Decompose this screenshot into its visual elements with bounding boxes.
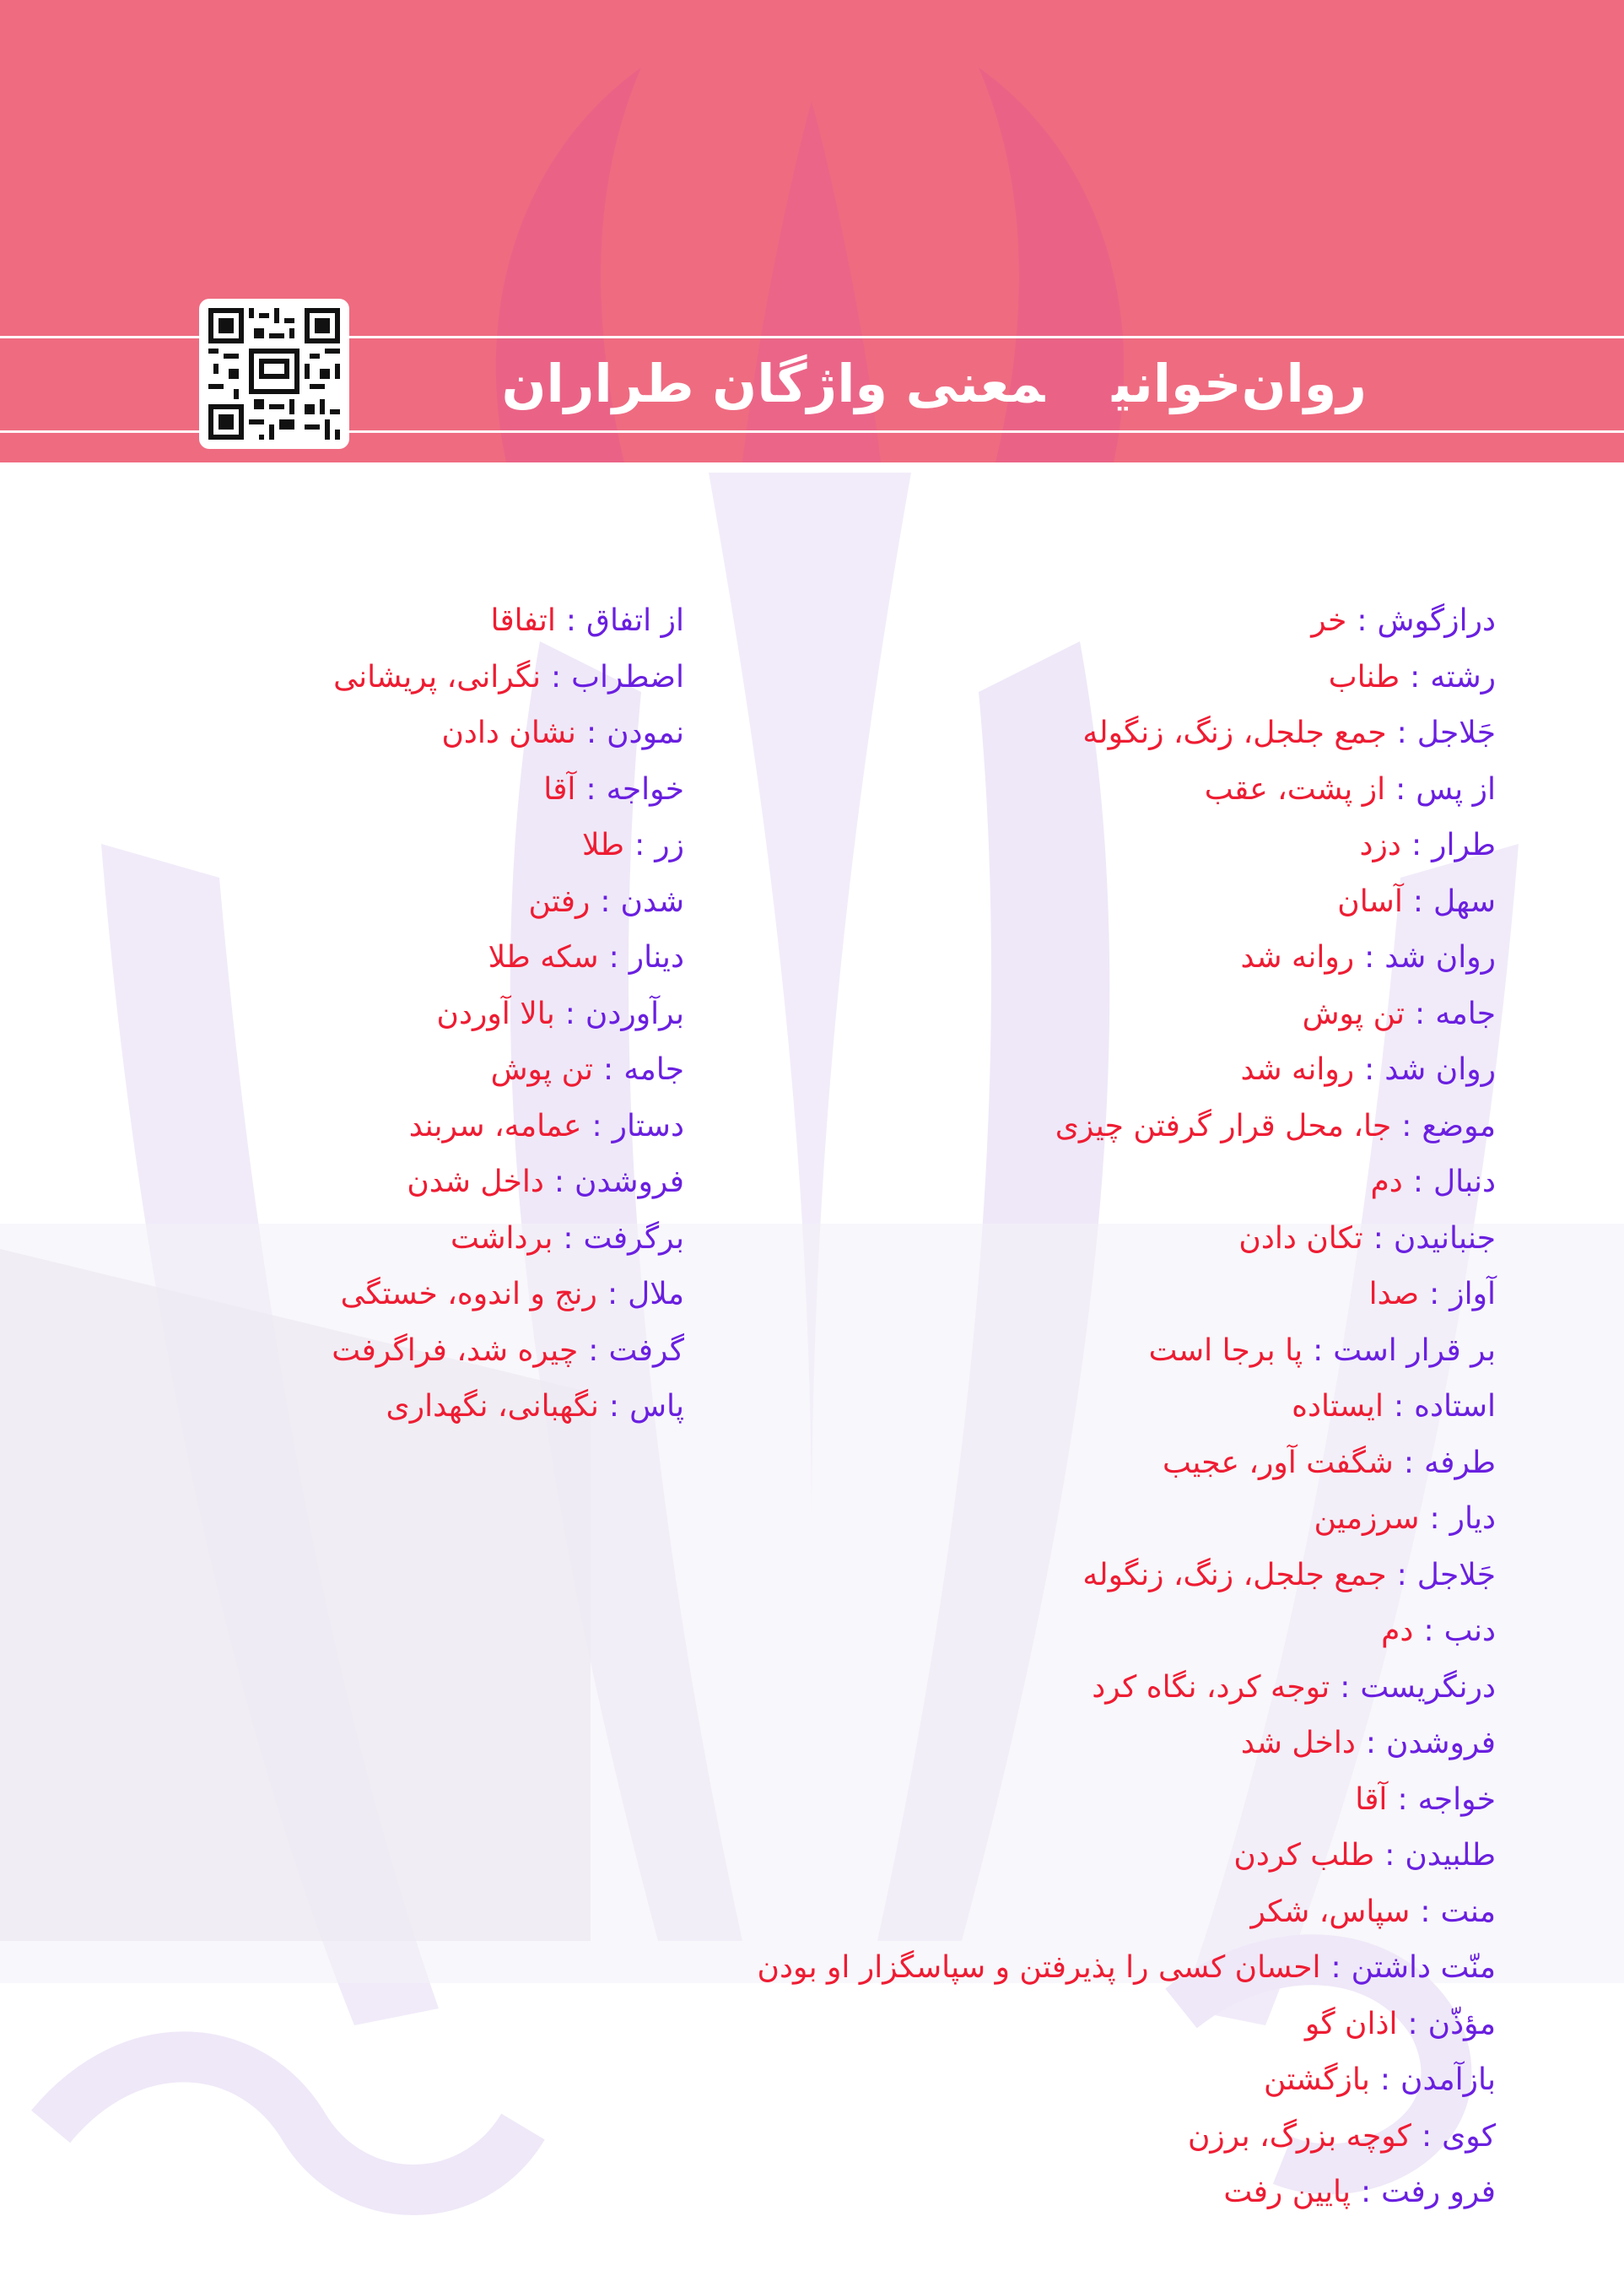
- vocabulary-entry: [26, 1323, 684, 1380]
- entry-separator: :: [608, 940, 619, 975]
- entry-separator: :: [1364, 1052, 1375, 1087]
- vocabulary-entry: [26, 874, 684, 931]
- vocabulary-entry: [736, 2052, 1496, 2109]
- qr-code-pattern: [208, 308, 340, 440]
- entry-term: جامه: [1435, 996, 1496, 1031]
- vocabulary-entry: [26, 762, 684, 819]
- vocabulary-entry: [736, 874, 1496, 931]
- entry-separator: :: [1397, 1781, 1408, 1817]
- vocabulary-entry: [736, 1548, 1496, 1604]
- entry-term: از پس: [1416, 771, 1496, 807]
- entry-definition: بالا آوردن: [436, 996, 555, 1031]
- vocabulary-entry: [26, 1267, 684, 1323]
- vocabulary-entry: [736, 1154, 1496, 1211]
- entry-term: دیار: [1449, 1501, 1496, 1536]
- entry-definition: سرزمین: [1314, 1501, 1420, 1536]
- entry-term: آواز: [1449, 1277, 1496, 1311]
- entry-definition: روانه شد: [1240, 940, 1355, 975]
- entry-separator: :: [1412, 884, 1423, 919]
- entry-separator: :: [608, 1389, 620, 1424]
- entry-separator: :: [1420, 1894, 1431, 1929]
- entry-separator: :: [603, 1052, 614, 1087]
- entry-term: کوی: [1442, 2118, 1496, 2154]
- entry-definition: دم: [1370, 1165, 1403, 1199]
- entry-separator: :: [1365, 1726, 1377, 1760]
- entry-term: درازگوش: [1377, 603, 1496, 638]
- entry-separator: :: [1384, 1838, 1395, 1873]
- vocabulary-entry: [736, 818, 1496, 874]
- entry-definition: آقا: [1355, 1781, 1388, 1817]
- entry-term: گرفت: [608, 1332, 684, 1368]
- vocabulary-entry: [736, 1660, 1496, 1716]
- entry-separator: :: [607, 1277, 618, 1311]
- entry-term: سهل: [1432, 884, 1496, 919]
- entry-separator: :: [1415, 996, 1426, 1031]
- entry-definition: جمع جلجل، زنگ، زنگوله: [1082, 716, 1387, 750]
- entry-separator: :: [563, 1220, 574, 1256]
- entry-definition: بازگشتن: [1263, 2062, 1370, 2097]
- vocabulary-entry: [736, 650, 1496, 706]
- entry-separator: :: [1410, 659, 1421, 695]
- entry-definition: اتفاقا: [490, 603, 556, 638]
- vocabulary-entry: [26, 650, 684, 706]
- vocabulary-entry: [736, 1940, 1496, 1997]
- entry-definition: سکه طلا: [488, 940, 599, 975]
- entry-term: دنبال: [1432, 1165, 1496, 1199]
- vocabulary-entry: [26, 705, 684, 762]
- entry-separator: :: [565, 603, 577, 638]
- entry-term: اضطراب: [571, 659, 684, 695]
- entry-term: رشته: [1430, 659, 1496, 695]
- vocabulary-entry: [736, 987, 1496, 1043]
- entry-definition: تن پوش: [1302, 996, 1405, 1031]
- entry-definition: توجه کرد، نگاه کرد: [1092, 1669, 1330, 1705]
- vocabulary-entry: [736, 762, 1496, 819]
- entry-term: پاس: [629, 1389, 684, 1424]
- page-header: [0, 0, 1624, 462]
- entry-separator: :: [1403, 1445, 1414, 1480]
- entry-separator: :: [1330, 1950, 1341, 1985]
- entry-definition: جا، محل قرار گرفتن چیزی: [1055, 1108, 1392, 1143]
- entry-term: طلبیدن: [1405, 1838, 1496, 1873]
- entry-separator: :: [1396, 716, 1407, 750]
- vocabulary-entry: [26, 1154, 684, 1211]
- vocabulary-entry: [736, 1042, 1496, 1099]
- entry-separator: :: [1313, 1332, 1324, 1368]
- vocabulary-entry: [736, 2109, 1496, 2165]
- entry-definition: احسان کسی را پذیرفتن و سپاسگزار او بودن: [757, 1950, 1321, 1985]
- entry-term: جامه: [623, 1052, 684, 1087]
- entry-term: خواجه: [1417, 1781, 1496, 1817]
- entry-separator: :: [1421, 2118, 1432, 2154]
- entry-definition: پایین رفت: [1223, 2175, 1352, 2209]
- vocabulary-entry: [736, 1772, 1496, 1829]
- entry-separator: :: [1429, 1501, 1440, 1536]
- entry-term: بازآمدن: [1400, 2062, 1496, 2097]
- vocabulary-entry: [26, 1099, 684, 1155]
- entry-definition: دزد: [1359, 828, 1401, 862]
- vocabulary-entry: [26, 987, 684, 1043]
- entry-term: برآوردن: [585, 996, 684, 1031]
- entry-term: درنگریست: [1360, 1669, 1496, 1705]
- entry-term: موضع: [1422, 1108, 1496, 1143]
- entry-term: روان شد: [1384, 940, 1496, 975]
- vocabulary-column-left: [26, 593, 684, 1435]
- entry-separator: :: [591, 1108, 602, 1143]
- entry-separator: :: [1361, 2175, 1372, 2209]
- entry-separator: :: [588, 1332, 599, 1368]
- entry-definition: آسان: [1337, 884, 1403, 919]
- entry-definition: از پشت، عقب: [1204, 771, 1386, 807]
- vocabulary-entry: [736, 930, 1496, 987]
- entry-separator: :: [1412, 1165, 1423, 1199]
- entry-term: دستار: [612, 1108, 684, 1143]
- vocabulary-entry: [736, 593, 1496, 650]
- vocabulary-entry: [736, 1716, 1496, 1772]
- entry-separator: :: [1411, 828, 1422, 862]
- entry-term: شدن: [620, 884, 684, 919]
- entry-term: دنب: [1443, 1614, 1496, 1648]
- entry-definition: تکان دادن: [1238, 1220, 1363, 1256]
- vocabulary-entry: [736, 1884, 1496, 1941]
- entry-separator: :: [1407, 2006, 1418, 2041]
- entry-separator: :: [1396, 1557, 1407, 1592]
- vocabulary-entry: [26, 818, 684, 874]
- vocabulary-entry: [26, 593, 684, 650]
- entry-separator: :: [1379, 2062, 1390, 2097]
- entry-term: فرو رفت: [1381, 2175, 1496, 2209]
- entry-term: روان شد: [1384, 1052, 1496, 1087]
- vocabulary-entry: [736, 1997, 1496, 2053]
- entry-term: طرار: [1432, 828, 1496, 862]
- entry-term: نمودن: [607, 716, 684, 750]
- entry-definition: نگرانی، پریشانی: [333, 659, 541, 695]
- vocabulary-entry: [26, 1211, 684, 1268]
- entry-definition: نشان دادن: [441, 716, 576, 750]
- entry-separator: :: [1364, 940, 1375, 975]
- entry-definition: طناب: [1328, 659, 1400, 695]
- entry-term: استاده: [1414, 1389, 1496, 1424]
- entry-separator: :: [1357, 603, 1368, 638]
- entry-term: بر قرار است: [1333, 1332, 1496, 1368]
- entry-term: فروشدن: [575, 1165, 684, 1199]
- entry-term: منت: [1440, 1894, 1496, 1929]
- vocabulary-column-right: [736, 593, 1496, 2221]
- entry-separator: :: [1429, 1277, 1440, 1311]
- entry-definition: برداشت: [450, 1220, 553, 1256]
- entry-separator: :: [1393, 1389, 1405, 1424]
- vocabulary-entry: [26, 930, 684, 987]
- entry-term: دینار: [629, 940, 684, 975]
- entry-term: ملال: [628, 1277, 684, 1311]
- entry-definition: دم: [1381, 1614, 1414, 1648]
- entry-separator: :: [1401, 1108, 1412, 1143]
- entry-separator: :: [600, 884, 611, 919]
- vocabulary-entry: [26, 1042, 684, 1099]
- entry-definition: نگهبانی، نگهداری: [386, 1389, 599, 1424]
- entry-definition: طلب کردن: [1233, 1838, 1375, 1873]
- entry-separator: :: [634, 828, 645, 862]
- vocabulary-entry: [736, 1099, 1496, 1155]
- entry-term: فروشدن: [1386, 1726, 1496, 1760]
- entry-term: مؤذّن: [1427, 2006, 1496, 2041]
- entry-definition: کوچه بزرگ، برزن: [1187, 2118, 1411, 2154]
- entry-term: زر: [655, 828, 684, 862]
- vocabulary-entry: [736, 2165, 1496, 2221]
- page-title: [502, 338, 1367, 430]
- entry-term: خواجه: [606, 771, 684, 807]
- entry-definition: داخل شدن: [407, 1165, 544, 1199]
- entry-definition: داخل شد: [1240, 1726, 1356, 1760]
- entry-separator: :: [585, 716, 597, 750]
- entry-separator: :: [1423, 1614, 1434, 1648]
- entry-definition: سپاس، شکر: [1250, 1894, 1411, 1929]
- qr-code-icon[interactable]: [199, 299, 349, 449]
- entry-separator: :: [551, 659, 562, 695]
- entry-definition: صدا: [1368, 1277, 1420, 1311]
- entry-definition: ایستاده: [1292, 1389, 1384, 1424]
- entry-separator: :: [1373, 1220, 1384, 1256]
- vocabulary-entry: [26, 1379, 684, 1435]
- entry-term: جَلاجل: [1416, 1557, 1496, 1592]
- entry-definition: روانه شد: [1240, 1052, 1355, 1087]
- entry-definition: اذان گو: [1304, 2006, 1398, 2041]
- entry-definition: رفتن: [528, 884, 591, 919]
- vocabulary-entry: [736, 1379, 1496, 1435]
- entry-term: جَلاجل: [1416, 716, 1496, 750]
- entry-separator: :: [1340, 1669, 1351, 1705]
- entry-term: منّت داشتن: [1351, 1950, 1496, 1985]
- entry-definition: عمامه، سربند: [408, 1108, 582, 1143]
- entry-separator: :: [553, 1165, 565, 1199]
- entry-definition: شگفت آور، عجیب: [1163, 1445, 1394, 1480]
- entry-term: جنبانیدن: [1393, 1220, 1496, 1256]
- entry-separator: :: [1395, 771, 1406, 807]
- entry-separator: :: [585, 771, 596, 807]
- entry-definition: جمع جلجل، زنگ، زنگوله: [1082, 1557, 1387, 1592]
- entry-term: برگرفت: [583, 1220, 684, 1256]
- entry-term: از اتفاق: [586, 603, 684, 638]
- title-part-1: روان‌خوانی: [1112, 353, 1367, 414]
- entry-definition: آقا: [543, 771, 576, 807]
- entry-term: طرفه: [1423, 1445, 1496, 1480]
- entry-definition: تن پوش: [490, 1052, 594, 1087]
- vocabulary-entry: [736, 705, 1496, 762]
- entry-definition: پا برجا است: [1148, 1332, 1303, 1368]
- vocabulary-entry: [736, 1603, 1496, 1660]
- vocabulary-entry: [736, 1267, 1496, 1323]
- entry-definition: طلا: [581, 828, 625, 862]
- entry-separator: :: [564, 996, 575, 1031]
- title-part-2: معنی واژگان طراران: [501, 353, 1045, 414]
- entry-definition: خر: [1311, 603, 1347, 638]
- vocabulary-entry: [736, 1491, 1496, 1548]
- vocabulary-entry: [736, 1323, 1496, 1380]
- entry-definition: رنج و اندوه، خستگی: [340, 1277, 597, 1311]
- vocabulary-entry: [736, 1435, 1496, 1492]
- entry-definition: چیره شد، فراگرفت: [332, 1332, 579, 1368]
- vocabulary-entry: [736, 1828, 1496, 1884]
- vocabulary-entry: [736, 1211, 1496, 1268]
